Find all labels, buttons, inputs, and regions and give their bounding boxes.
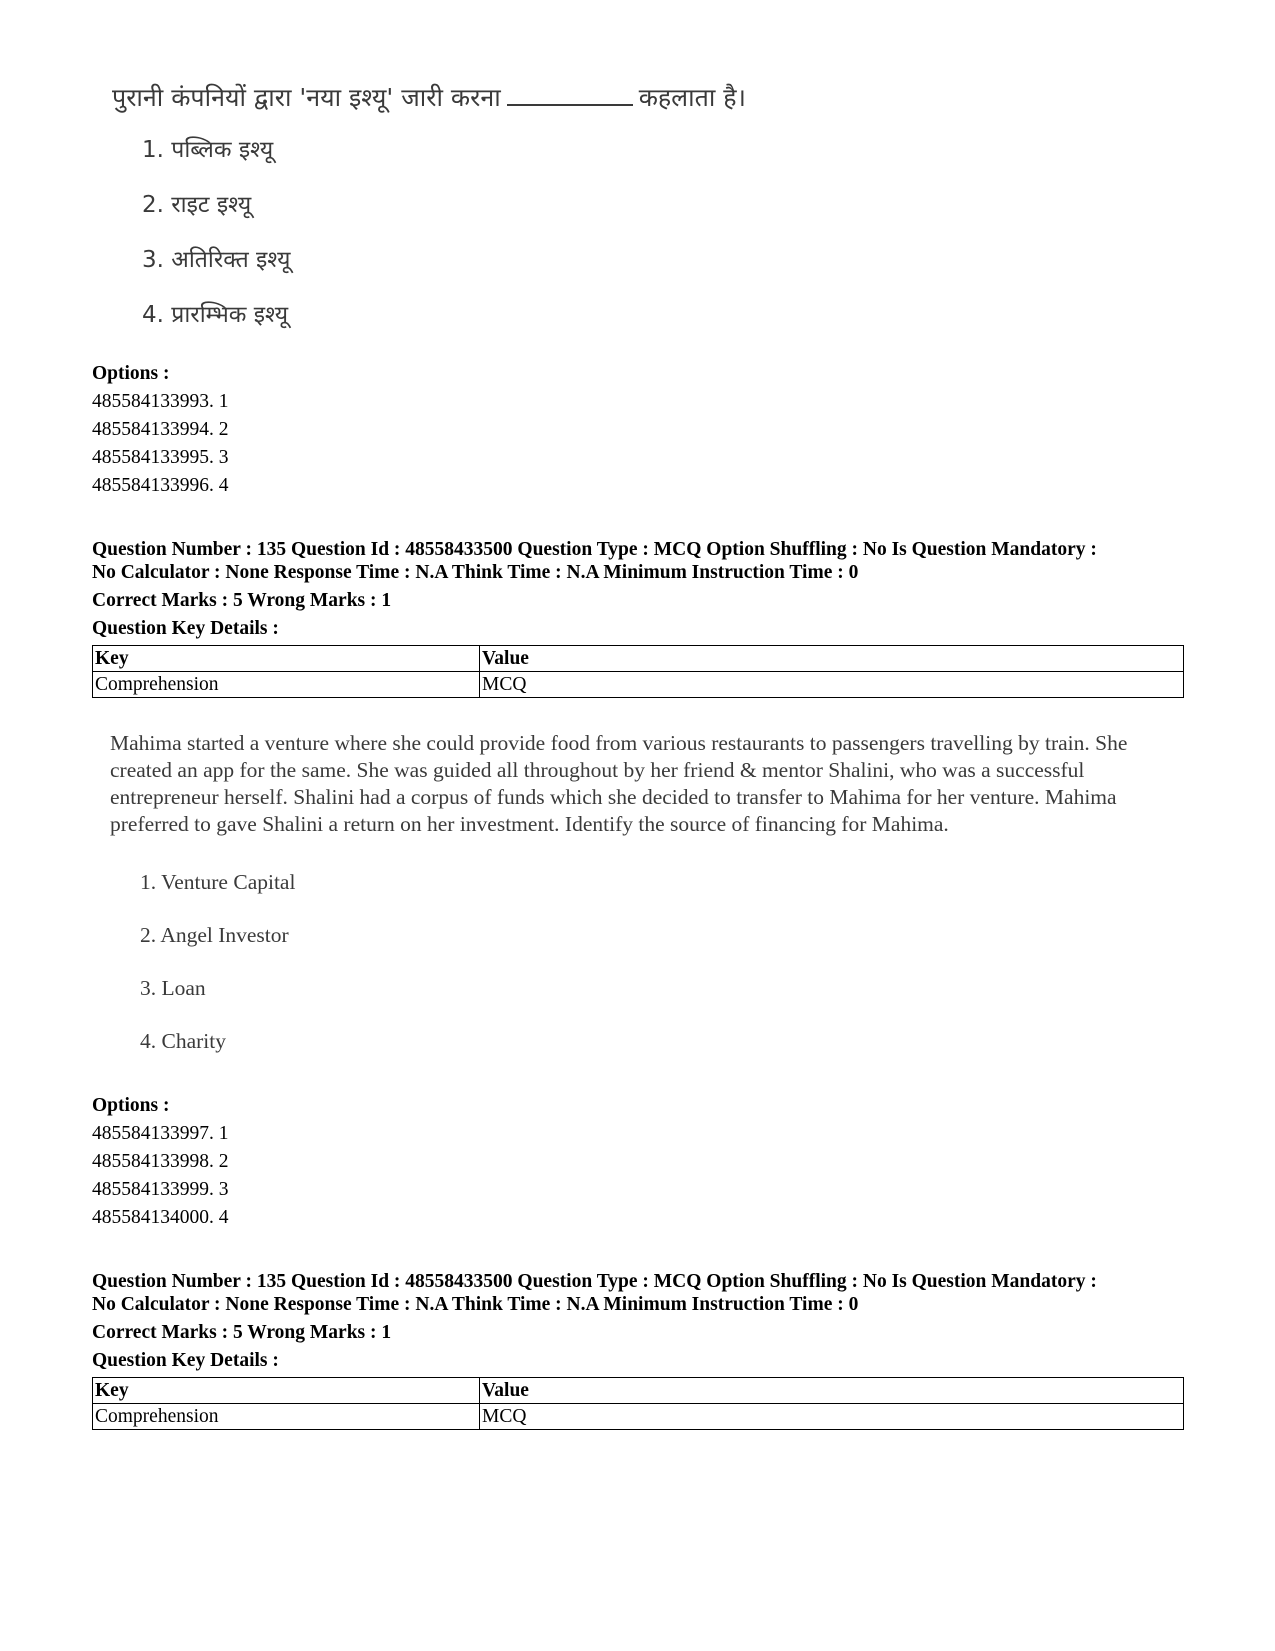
key-details-table — [92, 645, 1184, 698]
table-cell-key: Comprehension — [93, 672, 480, 698]
options-heading-1: Options : — [92, 363, 170, 384]
option-id-2-3: 485584133999. 3 — [92, 1179, 229, 1200]
table-header-row — [93, 646, 1184, 672]
table-header-value: Value — [480, 646, 1184, 672]
key-details-heading: Question Key Details : — [92, 1350, 279, 1371]
hindi-option-2: 2. राइट इश्यू — [142, 192, 252, 218]
hindi-option-4: 4. प्रारम्भिक इश्यू — [142, 302, 289, 328]
english-option-1: 1. Venture Capital — [140, 870, 296, 894]
question-meta-line1: Question Number : 135 Question Id : 48558433500 Question Type : MCQ Option Shuffling : No Is Question Mandatory : — [92, 1271, 1097, 1292]
option-id-2-1: 485584133997. 1 — [92, 1123, 229, 1144]
hindi-option-3: 3. अतिरिक्त इश्यू — [142, 247, 291, 273]
option-id-2-2: 485584133998. 2 — [92, 1151, 229, 1172]
question-meta-line2: No Calculator : None Response Time : N.A Think Time : N.A Minimum Instruction Time : 0 — [92, 562, 859, 583]
marks-line: Correct Marks : 5 Wrong Marks : 1 — [92, 590, 392, 611]
marks-line: Correct Marks : 5 Wrong Marks : 1 — [92, 1322, 392, 1343]
table-cell-key: Comprehension — [93, 1404, 480, 1430]
english-option-4: 4. Charity — [140, 1029, 226, 1053]
key-details-heading: Question Key Details : — [92, 618, 279, 639]
table-row — [93, 672, 1184, 698]
hindi-stem-after: कहलाता है। — [638, 83, 747, 112]
hindi-question-image — [112, 74, 747, 328]
option-id-1-1: 485584133993. 1 — [92, 391, 229, 412]
table-row — [93, 1404, 1184, 1430]
option-id-1-4: 485584133996. 4 — [92, 475, 229, 496]
table-header-value: Value — [480, 1378, 1184, 1404]
question-meta-line2: No Calculator : None Response Time : N.A Think Time : N.A Minimum Instruction Time : 0 — [92, 1294, 859, 1315]
option-id-2-4: 485584134000. 4 — [92, 1207, 229, 1228]
fill-in-blank — [507, 82, 633, 106]
table-header-row — [93, 1378, 1184, 1404]
hindi-stem-before: पुरानी कंपनियों द्वारा 'नया इश्यू' जारी करना — [112, 83, 501, 112]
options-heading-2: Options : — [92, 1095, 170, 1116]
key-details-table — [92, 1377, 1184, 1430]
hindi-option-1: 1. पब्लिक इश्यू — [142, 137, 274, 163]
question-meta-line1: Question Number : 135 Question Id : 48558433500 Question Type : MCQ Option Shuffling : No Is Question Mandatory : — [92, 539, 1097, 560]
table-header-key: Key — [93, 646, 480, 672]
table-cell-value: MCQ — [480, 1404, 1184, 1430]
option-id-1-3: 485584133995. 3 — [92, 447, 229, 468]
table-cell-value: MCQ — [480, 672, 1184, 698]
hindi-question-stem — [112, 74, 746, 122]
option-id-1-2: 485584133994. 2 — [92, 419, 229, 440]
table-header-key: Key — [93, 1378, 480, 1404]
english-option-3: 3. Loan — [140, 976, 206, 1000]
question-passage: Mahima started a venture where she could provide food from various restaurants to passengers travelling by train. She created an app for the same. She was guided all throughout by her friend & mentor Shalini, who was a successful entrepreneur herself. Shalini had a corpus of funds which she decided to transfer to Mahima for her venture. Mahima preferred to gave Shalini a return on her investment. Identify the source of financing for Mahima. — [110, 731, 1128, 836]
english-option-2: 2. Angel Investor — [140, 923, 289, 947]
english-question-image — [110, 730, 1170, 1053]
